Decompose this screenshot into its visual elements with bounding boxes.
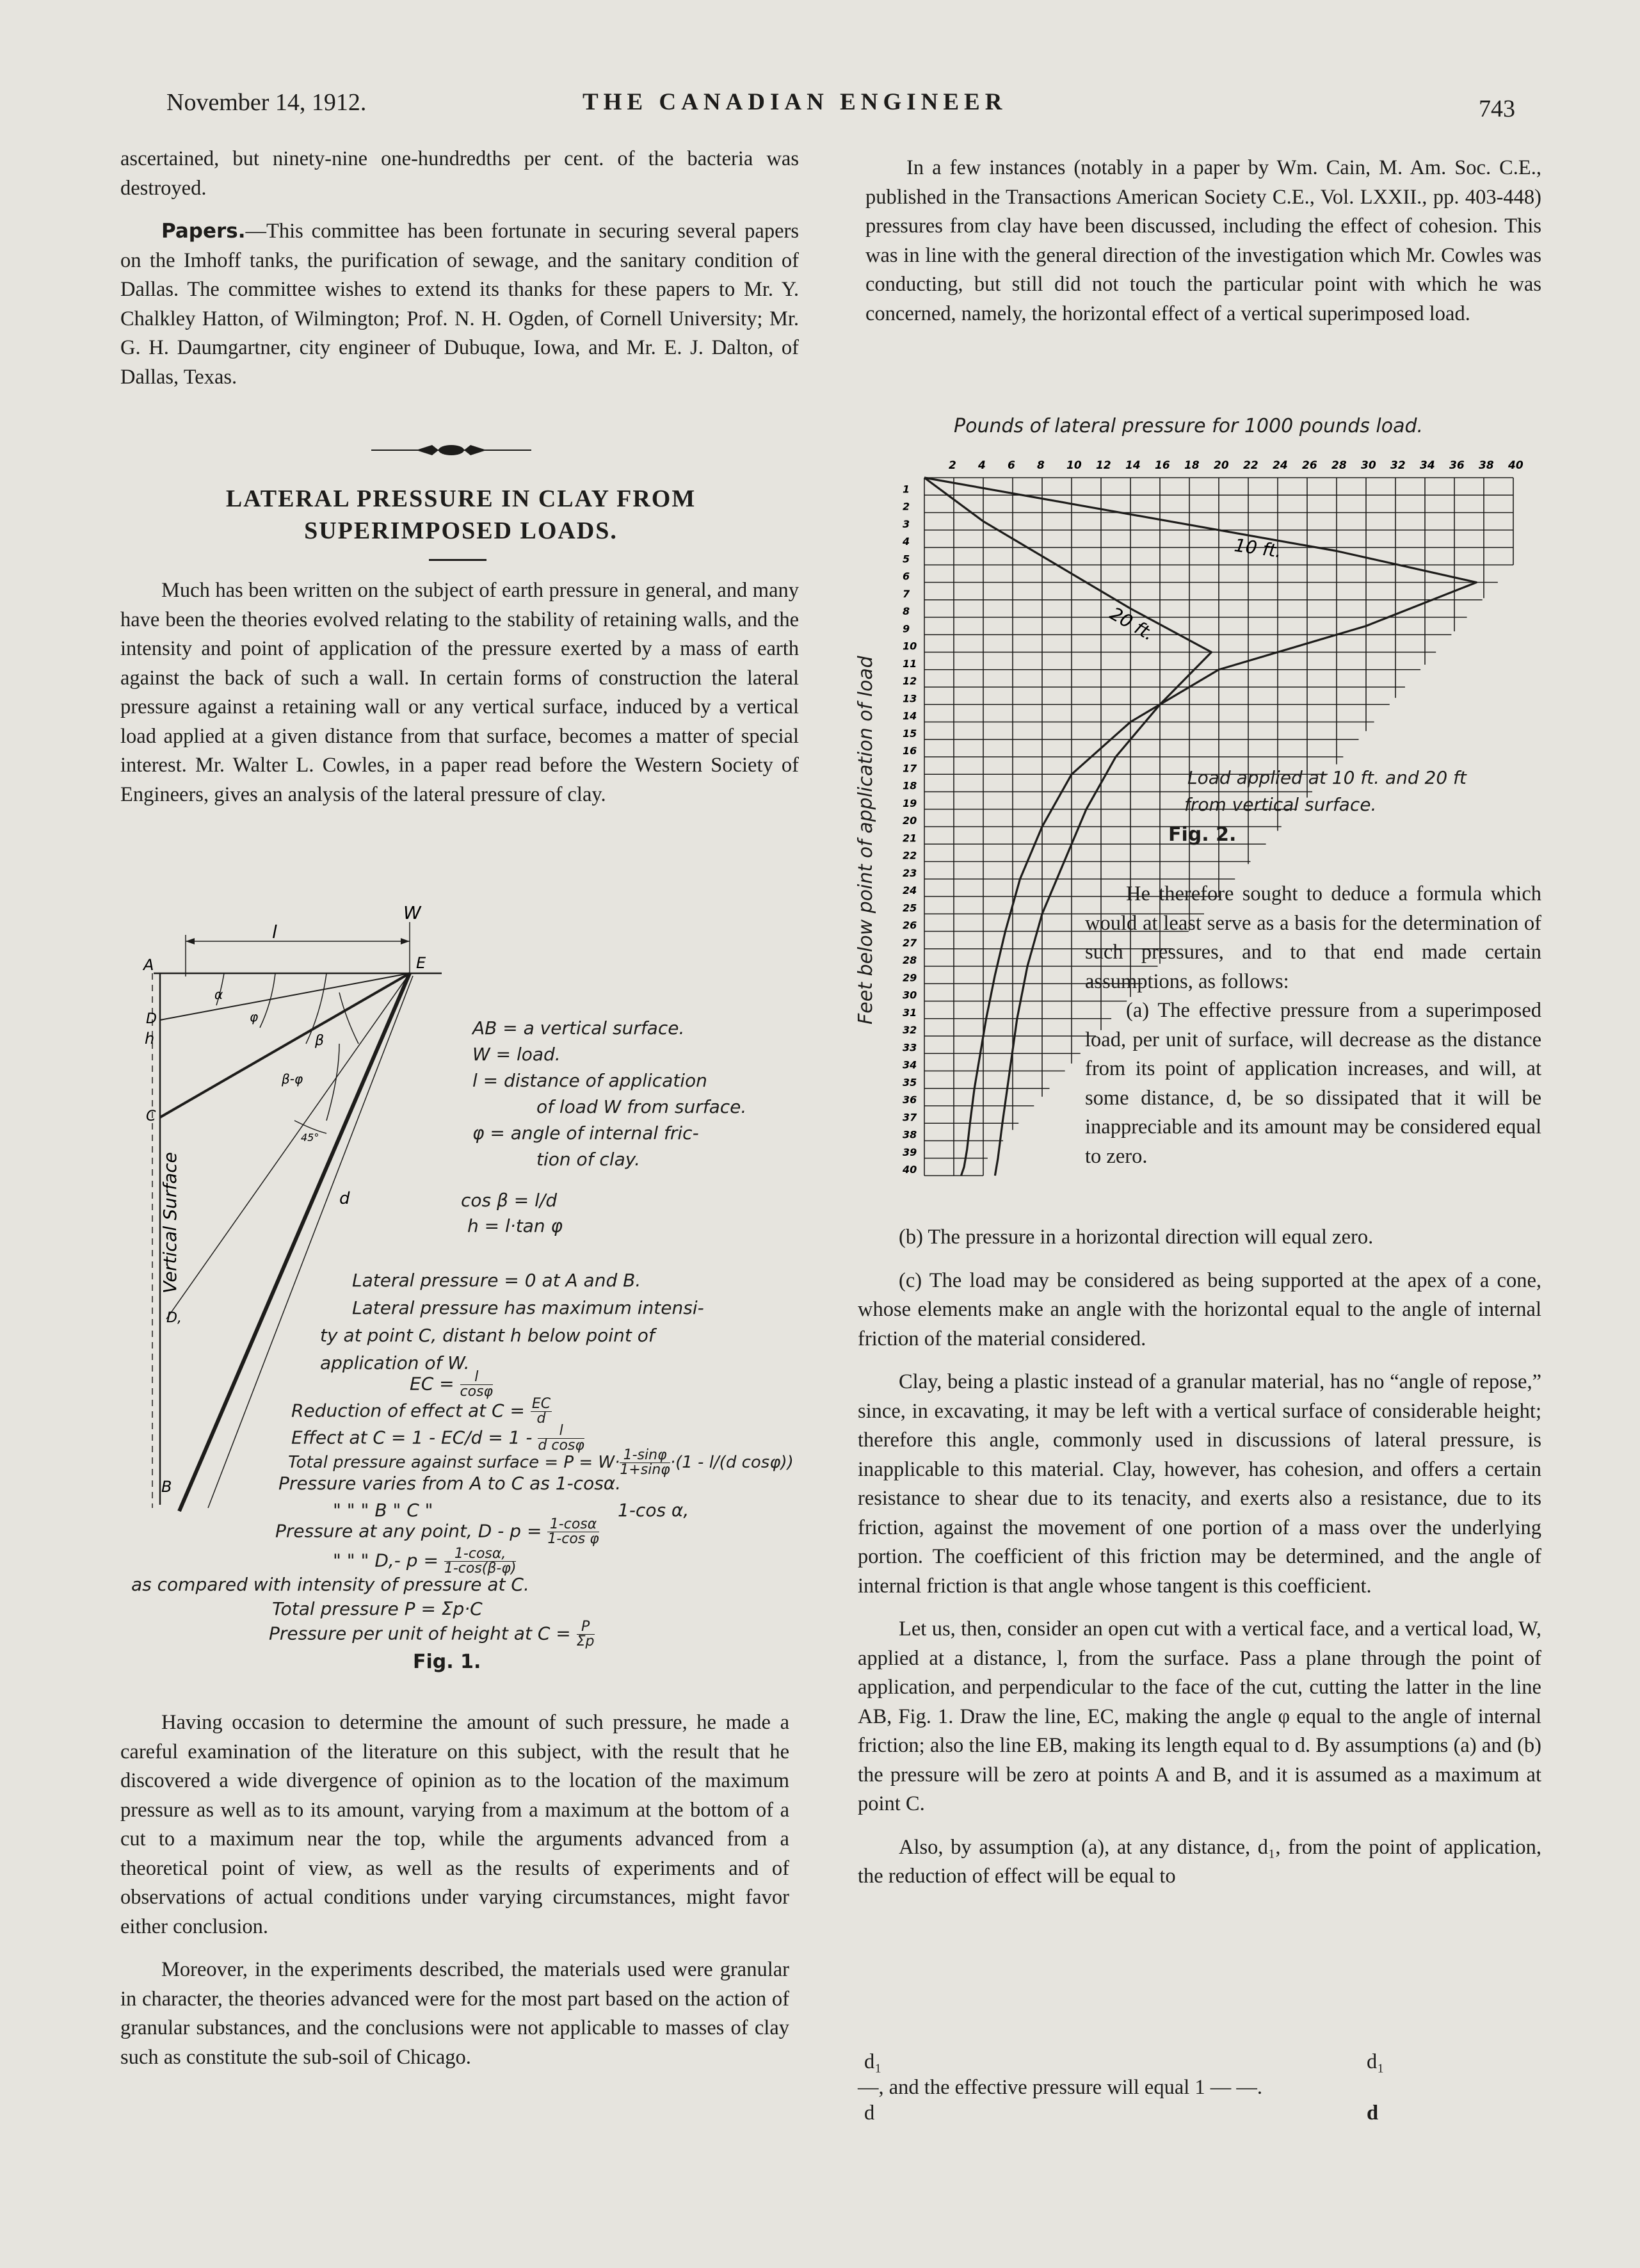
frac-den: Σp [576, 1633, 595, 1649]
curve-label-20ft: 20 ft. [1106, 603, 1158, 645]
fig1-red-fraction [531, 1397, 552, 1426]
frac-den: 1+sinφ [620, 1462, 670, 1478]
article-title: LATERAL PRESSURE IN CLAY FROM SUPERIMPOSED LOADS. [225, 485, 696, 544]
y-tick-label: 4 [903, 535, 910, 547]
fig1-note-line: Lateral pressure has maximum intensi- [352, 1297, 704, 1318]
y-tick-label: 28 [903, 954, 917, 966]
fig1-varies-bc-value: 1-cos α, [618, 1500, 689, 1521]
fig1-angle-45: 45° [301, 1131, 319, 1144]
x-tick-label: 6 [1008, 459, 1015, 472]
fig1-pap2-lhs: " " " D,- p = [333, 1550, 438, 1571]
fig1-red-lhs: Reduction of effect at C = [291, 1400, 525, 1422]
y-tick-label: 19 [903, 797, 917, 809]
fraction-line [858, 2049, 1541, 2126]
y-tick-label: 22 [903, 849, 917, 862]
frac2-denominator: d [1367, 2102, 1379, 2125]
title-rule [429, 559, 486, 561]
fig2-caption: Fig. 2. [1168, 823, 1237, 846]
fig1-legend-line: AB = a vertical surface. [472, 1017, 685, 1039]
fig1-angle-beta-phi: β-φ [282, 1071, 303, 1087]
x-tick-label: 24 [1273, 459, 1288, 472]
fig1-cos-equation: cos β = l/d [461, 1190, 558, 1211]
right-column-bottom [858, 1223, 1541, 1891]
paragraph-intro: Much has been written on the subject of earth pressure in general, and many have been the theories evolved relating to the stability of retaining walls, and the intensity and point of application of the pressure exerted by a mass of earth against the back of such a wall. In certain forms of construction the lateral pressure against a retaining wall or any vertical surface, induced by a vertical load applied at a given distance from that surface, becomes a matter of special interest. Mr. Walter L. Cowles, in a paper read before the Western Society of Engineers, gives an analysis of the lateral pressure of clay. [120, 579, 799, 806]
x-tick-label: 38 [1479, 459, 1494, 472]
frac2-numerator: d₁ [1367, 2050, 1385, 2073]
y-tick-label: 1 [903, 483, 910, 496]
y-tick-label: 11 [903, 657, 917, 670]
y-tick-label: 38 [903, 1128, 917, 1141]
fig1-note-line: application of W. [320, 1352, 470, 1373]
frac-middle: —, and the effective pressure will equal 1 — —. [858, 2076, 1263, 2099]
x-tick-label: 16 [1155, 459, 1170, 472]
y-tick-label: 18 [903, 779, 917, 792]
x-tick-label: 18 [1184, 459, 1200, 472]
paragraph-cain: In a few instances (notably in a paper by Wm. Cain, M. Am. Soc. C.E., published in the Transactions American Society C.E., Vol. LXXII., pp. 403-448) pressures from clay have been discussed, including the effect of cohesion. This was in line with the general direction of the investigation which Mr. Cowles was conducting, but still did not touch the particular point with which he was concerned, namely, the horizontal effect of a vertical superimposed load. [865, 156, 1541, 325]
paragraph-assumption-a: (a) The effective pressure from a superimposed load, per unit of surface, will decrease as the distance from its point of application increases, and will, at some distance, d, be so dissipated that it will be inappreciable and its amount may be considered equal to zero. [1085, 999, 1541, 1168]
frac-num: l [460, 1370, 494, 1385]
fig1-varies-bc-mark: " " " B " C " [333, 1500, 433, 1521]
x-tick-label: 14 [1125, 459, 1141, 472]
y-tick-label: 10 [903, 640, 917, 652]
frac-den: d [536, 1411, 546, 1427]
x-tick-label: 4 [978, 459, 986, 472]
fig1-legend-line: W = load. [472, 1044, 561, 1065]
fig1-legend [472, 1015, 746, 1172]
fig1-tot-fraction [620, 1448, 670, 1477]
y-tick-label: 20 [903, 814, 917, 827]
fig1-label-D1: D, [166, 1310, 182, 1326]
y-tick-label: 32 [903, 1024, 917, 1036]
paragraph-bacteria: ascertained, but ninety-nine one-hundredths per cent. of the bacteria was destroyed. [120, 147, 799, 200]
curve-label-10ft: 10 ft. [1233, 534, 1283, 562]
x-tick-label: 28 [1331, 459, 1347, 472]
fig1-legend-line: φ = angle of internal fric- [472, 1122, 699, 1144]
y-tick-label: 14 [903, 709, 917, 722]
x-tick-label: 30 [1361, 459, 1376, 472]
right-column-top [865, 154, 1541, 328]
y-tick-label: 23 [903, 866, 917, 879]
section-ornament [371, 442, 531, 458]
x-tick-label: 32 [1390, 459, 1406, 472]
x-tick-label: 34 [1420, 459, 1435, 472]
fig1-label-l: l [272, 921, 277, 943]
fig1-reduction-equation [291, 1397, 552, 1426]
fig1-angle-beta: β [315, 1033, 325, 1049]
x-tick-label: 22 [1243, 459, 1258, 472]
y-tick-label: 6 [903, 570, 910, 583]
y-tick-label: 13 [903, 692, 917, 705]
y-tick-label: 21 [903, 832, 917, 845]
fig1-ec-lhs: EC = [410, 1373, 454, 1395]
fig2-title: Pounds of lateral pressure for 1000 pounds load. [954, 415, 1424, 437]
y-tick-label: 9 [903, 622, 910, 635]
x-tick-label: 2 [949, 459, 956, 472]
fig2-annotation-1: Load applied at 10 ft. and 20 ft [1187, 767, 1467, 788]
fig1-pressure-d [275, 1518, 599, 1546]
fig1-angle-alpha: α [214, 987, 223, 1002]
frac-num: EC [531, 1396, 551, 1412]
fig1-note-line: Lateral pressure = 0 at A and B. [352, 1270, 641, 1291]
fig1-angle-phi: φ [250, 1009, 259, 1025]
paragraph-clay: Clay, being a plastic instead of a granular material, has no “angle of repose,” since, in excavating, it may be left with a vertical surface of considerable height; therefore this angle, commonly used in discussions of lateral pressure, is inapplicable to this material. Clay, however, has cohesion, and offers a certain resistance to shear due to its tenacity, and exerts also a resistance, due to its friction, against the movement of one portion of a mass over the underlying portion. The coefficient of this friction may be determined, and the angle of internal friction is that angle whose tangent is this coefficient. [858, 1370, 1541, 1598]
y-tick-label: 27 [903, 936, 917, 949]
fig1-ec-equation [410, 1370, 493, 1399]
y-tick-label: 8 [903, 605, 910, 617]
frac-den: 1-cos φ [547, 1531, 599, 1547]
fig2-annotation-2: from vertical surface. [1184, 794, 1377, 815]
y-tick-label: 3 [903, 517, 910, 530]
fig1-label-A: A [143, 956, 154, 974]
fig1-pap-fraction [547, 1518, 599, 1546]
x-tick-label: 8 [1037, 459, 1045, 472]
frac-den: cosφ [460, 1384, 494, 1400]
fig1-label-E: E [416, 954, 426, 972]
paragraph-divergence: Having occasion to determine the amount of such pressure, he made a careful examination of the literature on this subject, with the result that he discovered a wide divergence of opinion as to the location of the maximum pressure as well as to its amount, varying from a maximum at the bottom of a cut to a maximum near the top, while the arguments advanced from a theoretical point of view, as well as the results of experiments and of observations of actual conditions under varying circumstances, might favor either conclusion. [120, 1711, 789, 1938]
fig1-label-W: W [403, 902, 421, 923]
y-tick-label: 25 [903, 902, 917, 914]
left-column-top [120, 145, 799, 392]
fig1-label-d: d [339, 1189, 350, 1208]
frac1-numerator: d₁ [864, 2050, 882, 2073]
fig1-label-C: C [146, 1108, 156, 1124]
y-tick-label: 12 [903, 675, 917, 687]
paragraph-also: Also, by assumption (a), at any distance, d₁, from the point of application, the reduction of effect will be equal to [858, 1835, 1541, 1888]
y-tick-label: 17 [903, 762, 917, 775]
paragraph-papers [120, 217, 799, 392]
fig1-pressure-d1 [333, 1547, 516, 1576]
y-tick-label: 40 [903, 1163, 917, 1176]
fig1-varies-ac: Pressure varies from A to C as 1-cosα. [278, 1473, 622, 1494]
papers-label: Papers. [161, 220, 246, 243]
fig1-tot-lhs: Total pressure against surface = P = W· [288, 1453, 620, 1472]
paragraph-assumption-c: (c) The load may be considered as being supported at the apex of a cone, whose elements make an angle with the horizontal equal to the angle of internal friction of the material considered. [858, 1268, 1541, 1350]
fig1-per-unit [269, 1620, 595, 1649]
y-tick-label: 37 [903, 1111, 917, 1124]
frac-num: l [538, 1424, 584, 1439]
paragraph-assumption-b: (b) The pressure in a horizontal direction will equal zero. [899, 1226, 1374, 1249]
y-tick-label: 2 [903, 500, 910, 513]
fig1-eff-lhs: Effect at C = 1 - EC/d = 1 - [291, 1427, 533, 1448]
fig1-label-D: D [146, 1011, 157, 1027]
paragraph-granular: Moreover, in the experiments described, the materials used were granular in character, the theories advanced were for the most part based on the action of granular substances, and the conclusions were not applicable to masses of clay such as constitute the sub-soil of Chicago. [120, 1958, 789, 2069]
papers-text: —This committee has been fortunate in securing several papers on the Imhoff tanks, the purification of sewage, and the sanitary condition of Dallas. The committee wishes to extend its thanks for these papers to Mr. Y. Chalkley Hatton, of Wilmington; Prof. N. H. Ogden, of Cornell University; Mr. G. H. Daumgartner, city engineer of Dubuque, Iowa, and Mr. E. J. Dalton, of Dallas, Texas. [120, 220, 799, 389]
fig1-vertical-surface-label: Vertical Surface [159, 1152, 181, 1293]
y-tick-label: 5 [903, 553, 910, 565]
fig1-ec-fraction [460, 1370, 494, 1399]
x-tick-label: 10 [1066, 459, 1082, 472]
fig1-label-B: B [161, 1478, 172, 1496]
left-column-bottom [120, 1708, 789, 2072]
y-tick-label: 33 [903, 1041, 917, 1054]
paragraph-deduce: He therefore sought to deduce a formula which would at least serve as a basis for the determination of such pressures, and to that end made certain assumptions, as follows: [1085, 882, 1541, 993]
header-page-number: 743 [1479, 95, 1515, 122]
right-column-mid [1085, 880, 1541, 1171]
y-tick-label: 7 [903, 587, 910, 600]
y-tick-label: 39 [903, 1146, 917, 1158]
fig1-legend-line: tion of clay. [536, 1149, 641, 1170]
fig2-ylabel-text: Feet below point of application of load [855, 656, 877, 1025]
frac-num: 1-cosα, [444, 1547, 517, 1562]
x-tick-label: 12 [1096, 459, 1111, 472]
fig1-h-equation: h = l·tan φ [467, 1215, 563, 1236]
paragraph-open-cut: Let us, then, consider an open cut with a vertical face, and a vertical load, W, applied at a distance, l, from the surface. Pass a plane through the point of application, and perpendicular to the face of the cut, cutting the latter in the line AB, Fig. 1. Draw the line, EC, making the angle φ equal to the angle of internal friction; also the line EB, making its length equal to d. By assumptions (a) and (b) the pressure will be zero at points A and B, and it is assumed as a maximum at point C. [858, 1617, 1541, 1815]
fig1-per-fraction [577, 1620, 595, 1649]
y-tick-label: 16 [903, 745, 917, 757]
frac-num: 1-cosα [547, 1518, 599, 1532]
x-tick-label: 20 [1214, 459, 1229, 472]
frac1-denominator: d [864, 2102, 875, 2125]
y-tick-label: 29 [903, 971, 917, 984]
fig1-caption: Fig. 1. [413, 1651, 481, 1673]
frac-den: 1-cos(β-φ) [444, 1560, 517, 1576]
fig1-tot-tail: ·(1 - l/(d cosφ)) [670, 1453, 794, 1472]
frac-num: 1-sinφ [620, 1448, 670, 1463]
y-tick-label: 36 [903, 1094, 917, 1106]
y-tick-label: 30 [903, 989, 917, 1001]
y-tick-label: 24 [903, 884, 917, 896]
fig1-pap-lhs: Pressure at any point, D - p = [275, 1520, 542, 1542]
y-tick-label: 35 [903, 1076, 917, 1089]
y-tick-label: 26 [903, 919, 917, 932]
x-tick-label: 36 [1449, 459, 1465, 472]
fig1-notes [320, 1267, 704, 1377]
fig2-ylabel [855, 656, 877, 1031]
fig1-total-p: Total pressure P = Σp·C [272, 1598, 483, 1619]
fig1-pap2-fraction [444, 1547, 517, 1576]
article-intro [120, 576, 799, 809]
y-tick-label: 34 [903, 1058, 917, 1071]
header-journal: THE CANADIAN ENGINEER [583, 89, 1008, 115]
header-date: November 14, 1912. [166, 89, 367, 116]
frac-num: P [577, 1620, 595, 1635]
fig1-legend-line: of load W from surface. [536, 1096, 747, 1117]
y-tick-label: 15 [903, 727, 917, 740]
frac-den: d cosφ [538, 1438, 584, 1454]
fig1-compared: as compared with intensity of pressure at C. [131, 1574, 529, 1595]
x-tick-label: 40 [1508, 459, 1523, 472]
fig1-per-lhs: Pressure per unit of height at C = [269, 1623, 571, 1644]
fig1-note-line: ty at point C, distant h below point of [320, 1325, 655, 1346]
x-tick-label: 26 [1302, 459, 1317, 472]
fig1-legend-line: l = distance of application [472, 1070, 707, 1091]
y-tick-label: 31 [903, 1006, 917, 1019]
fig1-label-h: h [145, 1030, 155, 1048]
